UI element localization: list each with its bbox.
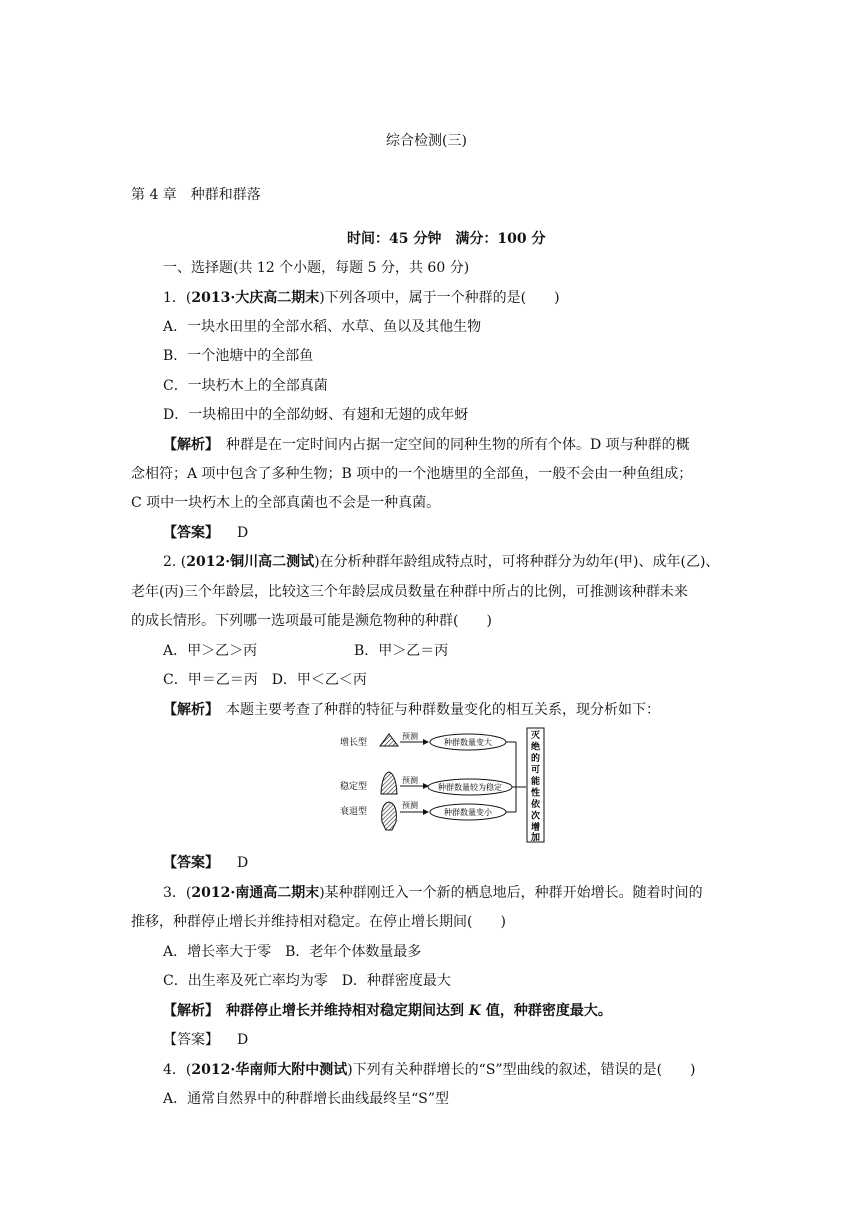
option-b: B．一个池塘中的全部鱼 <box>163 348 314 364</box>
answer-value: D <box>237 1032 249 1048</box>
answer-line <box>163 1030 248 1050</box>
answer-line <box>163 523 248 543</box>
decline-pyramid-icon <box>382 802 397 830</box>
question-source: 2012·南通高二期末 <box>191 885 320 901</box>
result-growth: 种群数量变大 <box>444 738 492 747</box>
analysis-text: 本题主要考查了种群的特征与种群数量变化的相互关系，现分析如下： <box>212 702 660 718</box>
predict-label: 预测 <box>402 776 418 785</box>
type-label-decline: 衰退型 <box>340 807 368 817</box>
analysis-tag: 【解析】 <box>163 702 212 718</box>
question-source: 2013·大庆高二期末 <box>191 290 320 306</box>
conclusion-char: 能 <box>530 777 541 787</box>
answer-value: D <box>237 855 249 871</box>
question-source: 2012·铜川高二测试 <box>186 554 315 570</box>
conclusion-text <box>530 729 541 843</box>
analysis-line <box>163 1001 612 1021</box>
analysis-line: 念相符；A 项中包含了多种生物；B 项中的一个池塘里的全部鱼，一般不会由一种鱼组成； <box>131 466 693 482</box>
result-stable: 种群数量较为稳定 <box>438 783 502 792</box>
question-text: 老年(丙)三个年龄层，比较这三个年龄层成员数量在种群中所占的比例，可推测该种群未来 <box>131 584 688 600</box>
question-number: 2. ( <box>163 554 187 570</box>
analysis-line: C 项中一块朽木上的全部真菌也不会是一种真菌。 <box>131 495 441 511</box>
conclusion-char: 增 <box>530 823 541 833</box>
page-title: 综合检测(三) <box>386 133 467 149</box>
conclusion-char: 绝 <box>530 742 541 753</box>
options-c-d: C．甲＝乙＝丙 D．甲＜乙＜丙 <box>163 672 367 688</box>
chapter-heading: 第 4 章 种群和群落 <box>131 187 261 203</box>
answer-value: D <box>237 525 249 541</box>
section-heading: 一、选择题(共 12 个小题，每题 5 分，共 60 分) <box>163 260 470 276</box>
analysis-tag: 【解析】 <box>163 1003 212 1019</box>
predict-label: 预测 <box>402 732 418 741</box>
question-text: )在分析种群年龄组成特点时，可将种群分为幼年(甲)、成年(乙)、 <box>314 554 720 570</box>
stable-pyramid-icon <box>381 772 397 794</box>
growth-pyramid-icon <box>380 734 398 746</box>
options-c-d: C．出生率及死亡率均为零 D．种群密度最大 <box>163 973 451 989</box>
options-a-b: A．增长率大于零 B．老年个体数量最多 <box>163 944 422 960</box>
question-number: 1．( <box>163 290 192 306</box>
answer-tag: 【答案】 <box>163 855 219 871</box>
type-label-stable: 稳定型 <box>340 782 368 792</box>
question-text: 的成长情形。下列哪一选项最可能是濒危物种的种群( ) <box>131 613 492 629</box>
answer-line <box>163 853 248 873</box>
option-c: C．一块朽木上的全部真菌 <box>163 378 328 394</box>
option-a: A．甲＞乙＞丙 <box>163 643 258 659</box>
conclusion-char: 性 <box>530 788 541 799</box>
result-decline: 种群数量变小 <box>444 808 492 817</box>
analysis-k: K <box>468 1003 482 1019</box>
age-structure-diagram <box>340 726 560 844</box>
analysis-text: 值，种群密度最大。 <box>481 1003 612 1019</box>
question-source: 2012·华南师大附中测试 <box>191 1062 348 1078</box>
question-2-stem <box>163 552 719 572</box>
conclusion-char: 依 <box>530 800 541 810</box>
question-text: )某种群刚迁入一个新的栖息地后，种群开始增长。随着时间的 <box>319 885 703 901</box>
question-3-stem <box>163 883 703 903</box>
predict-label: 预测 <box>402 801 418 810</box>
analysis-tag: 【解析】 <box>163 437 212 453</box>
option-a: A．通常自然界中的种群增长曲线最终呈“S”型 <box>163 1091 450 1107</box>
analysis-line <box>163 700 660 720</box>
analysis-text: 种群停止增长并维持相对稳定期间达到 <box>212 1003 469 1019</box>
exam-info: 时间：45 分钟 满分：100 分 <box>347 231 546 247</box>
conclusion-char: 可 <box>530 765 541 776</box>
question-text: )下列各项中，属于一个种群的是( ) <box>319 290 560 306</box>
type-label-growth: 增长型 <box>340 738 368 748</box>
analysis-text: 种群是在一定时间内占据一定空间的同种生物的所有个体。D 项与种群的概 <box>212 437 690 453</box>
question-number: 4．( <box>163 1062 192 1078</box>
conclusion-char: 的 <box>530 754 541 764</box>
option-a: A．一块水田里的全部水稻、水草、鱼以及其他生物 <box>163 319 482 335</box>
conclusion-char: 次 <box>530 811 541 822</box>
option-b: B．甲＞乙＝丙 <box>354 643 449 659</box>
analysis-line <box>163 435 690 455</box>
question-text: )下列有关种群增长的“S”型曲线的叙述，错误的是( ) <box>347 1062 696 1078</box>
conclusion-char: 灭 <box>530 731 541 741</box>
question-text: 推移，种群停止增长并维持相对稳定。在停止增长期间( ) <box>131 914 506 930</box>
answer-tag: 【答案】 <box>163 1032 219 1048</box>
question-4-stem <box>163 1060 696 1080</box>
question-number: 3．( <box>163 885 192 901</box>
conclusion-char: 加 <box>530 833 541 843</box>
option-d: D．一块棉田中的全部幼蚜、有翅和无翅的成年蚜 <box>163 407 469 423</box>
question-1-stem <box>163 288 560 308</box>
answer-tag: 【答案】 <box>163 525 219 541</box>
